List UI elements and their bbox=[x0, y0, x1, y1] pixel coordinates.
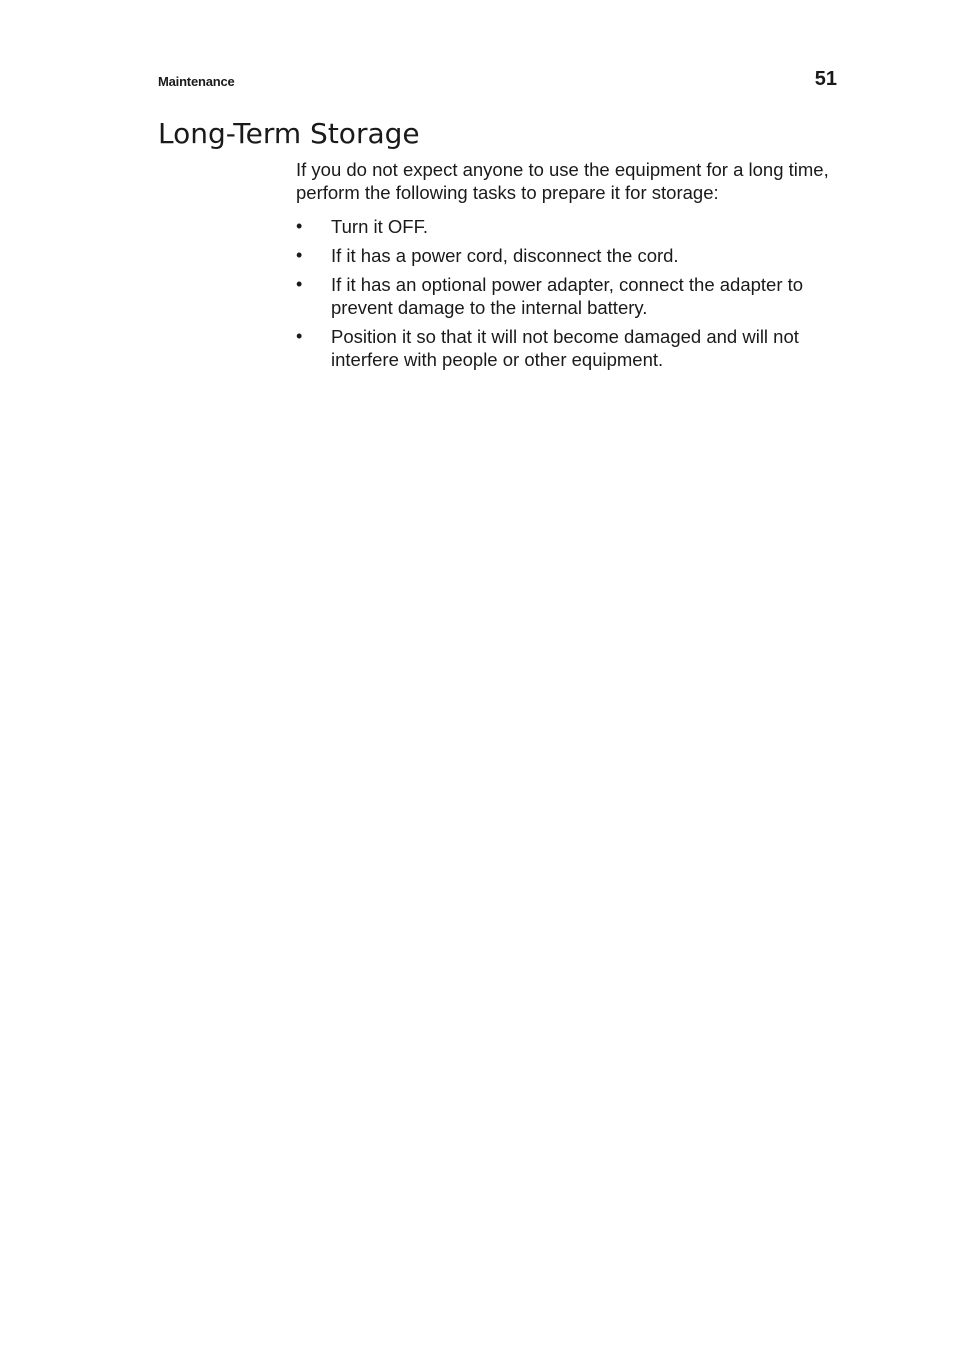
list-item-text: If it has a power cord, disconnect the cord. bbox=[331, 245, 679, 266]
list-item bbox=[296, 325, 841, 371]
intro-paragraph: If you do not expect anyone to use the equipment for a long time, perform the following tasks to prepare it for storage: bbox=[296, 159, 829, 203]
running-header: Maintenance bbox=[158, 74, 235, 89]
list-item-text: Turn it OFF. bbox=[331, 216, 428, 237]
list-item bbox=[296, 244, 841, 267]
bullet-list bbox=[296, 215, 841, 371]
bullet-icon: • bbox=[296, 274, 303, 294]
list-item-text: Position it so that it will not become damaged and will not interfere with people or other equipment. bbox=[331, 326, 799, 370]
list-item bbox=[296, 215, 841, 238]
bullet-icon: • bbox=[296, 326, 303, 346]
bullet-icon: • bbox=[296, 245, 303, 265]
section-title: Long-Term Storage bbox=[158, 117, 420, 150]
page-number: 51 bbox=[814, 68, 837, 90]
list-item-text: If it has an optional power adapter, connect the adapter to prevent damage to the internal battery. bbox=[331, 274, 804, 318]
bullet-icon: • bbox=[296, 216, 303, 236]
body-block bbox=[296, 158, 841, 377]
list-item bbox=[296, 273, 841, 319]
